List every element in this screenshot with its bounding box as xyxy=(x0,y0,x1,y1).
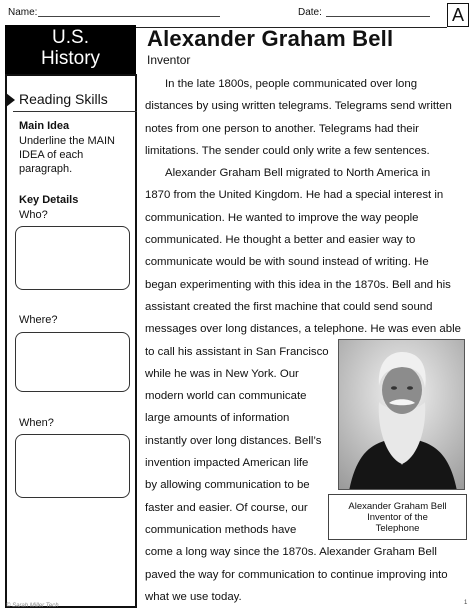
article-line: paved the way for communication to continue improving into xyxy=(145,568,448,581)
article-line: notes from one person to another. Telegrams had their xyxy=(145,122,419,135)
article-line: modern world can communicate xyxy=(145,390,307,403)
article-line: messages over long distances, a telephone. He was even able xyxy=(145,323,461,336)
banner-line1: U.S. xyxy=(52,27,89,48)
main-idea-line: IDEA of each xyxy=(19,149,84,161)
name-label: Name: xyxy=(8,7,38,18)
caption-line2: Inventor of the xyxy=(367,512,428,523)
article-line: assistant created the first machine that could send sound xyxy=(145,300,433,313)
article-line: distances by using written telegrams. Telegrams send written xyxy=(145,100,452,113)
article-line: what we use today. xyxy=(145,590,242,603)
bell-portrait xyxy=(338,339,465,490)
caption-line1: Alexander Graham Bell xyxy=(348,501,447,512)
article-line: began experimenting with this idea in the 1870s. Bell and his xyxy=(145,278,451,291)
article-line: while he was in New York. Our xyxy=(145,367,299,380)
article-line: limitations. The sender could only write a few sentences. xyxy=(145,144,430,157)
reading-skills-title: Reading Skills xyxy=(19,91,108,107)
level-badge: A xyxy=(447,3,469,27)
article-line: by allowing communication to be xyxy=(145,479,310,492)
banner-line2: History xyxy=(40,48,101,69)
article-line: invention impacted American life xyxy=(145,457,309,470)
article-line: faster and easier. Of course, our xyxy=(145,501,308,514)
arrow-right-icon xyxy=(6,93,15,107)
page-title: Alexander Graham Bell xyxy=(147,26,394,51)
portrait-caption xyxy=(328,494,467,540)
article-line: communicated. He thought a better and easier way to xyxy=(145,234,416,247)
article-line: to call his assistant in San Francisco xyxy=(145,345,329,358)
where-answer-box[interactable] xyxy=(15,332,130,392)
article-line: 1870 from the United Kingdom. He had a special interest in xyxy=(145,189,444,202)
caption-line3: Telephone xyxy=(375,523,420,534)
article-line: large amounts of information xyxy=(145,412,290,425)
article-line: In the late 1800s, people communicated over long xyxy=(165,78,418,90)
article-line: communicate would be with sound instead of writing. He xyxy=(145,256,429,269)
portrait-image xyxy=(339,340,465,490)
name-line[interactable] xyxy=(38,16,220,17)
main-idea-heading: Main Idea xyxy=(19,120,70,132)
when-answer-box[interactable] xyxy=(15,434,130,498)
subject-banner xyxy=(5,25,136,74)
date-label: Date: xyxy=(298,7,322,18)
date-line[interactable] xyxy=(326,16,430,17)
article-line: come a long way since the 1870s. Alexander Graham Bell xyxy=(145,546,437,559)
article-line: communication. He wanted to improve the way people xyxy=(145,211,419,224)
page-number: 1 xyxy=(464,600,468,606)
main-idea-instructions xyxy=(19,134,131,176)
article-line: instantly over long distances. Bell’s xyxy=(145,434,322,447)
page-subtitle: Inventor xyxy=(147,53,191,67)
where-label: Where? xyxy=(19,314,58,326)
article-line: Alexander Graham Bell migrated to North America in xyxy=(165,167,431,180)
copyright-credit: © Sarah Miller Tech xyxy=(6,603,59,609)
when-label: When? xyxy=(19,417,54,429)
article-line: communication methods have xyxy=(145,523,297,536)
who-label: Who? xyxy=(19,209,48,221)
main-idea-line: paragraph. xyxy=(19,163,73,175)
reading-skills-divider xyxy=(13,111,137,112)
who-answer-box[interactable] xyxy=(15,226,130,290)
main-idea-line: Underline the MAIN xyxy=(19,135,115,147)
key-details-heading: Key Details xyxy=(19,194,79,206)
